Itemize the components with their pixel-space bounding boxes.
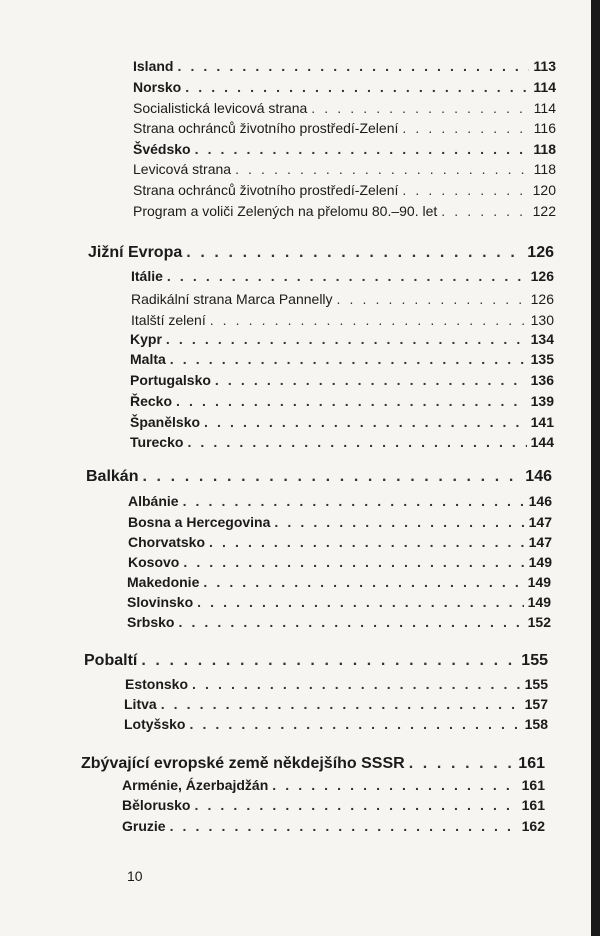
toc-entry-strana-ochrancu-norsko [133, 120, 556, 136]
toc-leader-dots [178, 614, 523, 630]
toc-entry-italsti-zeleni [131, 312, 554, 328]
toc-leader-dots [210, 312, 527, 328]
toc-leader-dots [402, 120, 529, 136]
toc-entry-title: Portugalsko [130, 372, 211, 388]
toc-entry-bosna-a-hercegovina [128, 514, 552, 530]
toc-entry-spanelsko [130, 414, 554, 430]
toc-entry-page: 161 [521, 777, 545, 793]
toc-leader-dots [186, 244, 523, 262]
toc-entry-page: 113 [533, 58, 556, 74]
toc-entry-estonsko [125, 676, 548, 692]
toc-leader-dots [274, 514, 524, 530]
toc-section-title: Jižní Evropa [88, 244, 183, 261]
toc-section-balkan [86, 468, 552, 486]
toc-section-page: 161 [518, 755, 545, 772]
toc-entry-levicova-strana [133, 161, 556, 177]
toc-entry-title: Kosovo [128, 554, 180, 570]
toc-entry-title: Litva [124, 696, 157, 712]
toc-section-page: 126 [527, 244, 554, 261]
toc-entry-armenie-azerbajdzan [122, 777, 545, 793]
toc-entry-title: Bělorusko [122, 797, 191, 813]
toc-entry-slovinsko [127, 594, 551, 610]
toc-entry-page: 155 [524, 676, 548, 692]
toc-leader-dots [187, 434, 526, 450]
toc-entry-title: Norsko [133, 79, 182, 95]
toc-entry-title: Lotyšsko [124, 716, 186, 732]
toc-leader-dots [209, 534, 525, 550]
toc-entry-malta [130, 351, 554, 367]
toc-entry-page: 144 [530, 434, 554, 450]
toc-entry-page: 130 [530, 312, 554, 328]
toc-entry-program-a-volici [133, 203, 556, 219]
toc-entry-radikalni-strana [131, 291, 554, 307]
toc-entry-title: Malta [130, 351, 166, 367]
toc-leader-dots [235, 161, 530, 177]
toc-leader-dots [215, 372, 527, 388]
toc-entry-title: Srbsko [127, 614, 175, 630]
toc-entry-page: 118 [533, 141, 556, 157]
toc-entry-title: Arménie, Ázerbajdžán [122, 777, 269, 793]
toc-entry-title: Strana ochránců životního prostředí-Zelení [133, 120, 399, 136]
toc-entry-turecko [130, 434, 554, 450]
toc-entry-title: Island [133, 58, 174, 74]
toc-entry-makedonie [127, 574, 551, 590]
toc-entry-albanie [128, 493, 552, 509]
toc-entry-norsko [133, 79, 556, 95]
toc-leader-dots [197, 594, 524, 610]
toc-entry-belorusko [122, 797, 545, 813]
toc-leader-dots [402, 182, 528, 198]
toc-entry-page: 116 [533, 120, 556, 136]
toc-entry-title: Estonsko [125, 676, 189, 692]
toc-entry-page: 152 [527, 614, 551, 630]
toc-entry-page: 120 [532, 182, 556, 198]
toc-leader-dots [272, 777, 517, 793]
toc-entry-page: 149 [528, 554, 552, 570]
toc-section-title: Zbývající evropské země někdejšího SSSR [81, 755, 405, 772]
toc-entry-page: 114 [533, 79, 556, 95]
toc-section-title: Pobaltí [84, 652, 138, 669]
toc-leader-dots [166, 331, 527, 347]
toc-leader-dots [204, 414, 527, 430]
toc-entry-page: 149 [527, 594, 551, 610]
toc-section-jizni-evropa [88, 244, 554, 262]
toc-entry-page: 136 [530, 372, 554, 388]
toc-leader-dots [167, 268, 527, 284]
toc-entry-srbsko [127, 614, 551, 630]
toc-entry-page: 141 [530, 414, 554, 430]
toc-leader-dots [185, 79, 529, 95]
toc-entry-socialisticka-levicova-strana [133, 100, 556, 116]
toc-entry-page: 157 [524, 696, 548, 712]
toc-entry-page: 135 [530, 351, 554, 367]
toc-leader-dots [194, 797, 517, 813]
toc-entry-title: Radikální strana Marca Pannelly [131, 291, 333, 307]
toc-entry-page: 118 [533, 161, 556, 177]
toc-leader-dots [337, 291, 527, 307]
toc-entry-litva [124, 696, 548, 712]
toc-entry-page: 162 [521, 818, 545, 834]
toc-entry-title: Švédsko [133, 141, 191, 157]
toc-entry-title: Gruzie [122, 818, 166, 834]
toc-section-title: Balkán [86, 468, 139, 485]
toc-entry-title: Turecko [130, 434, 184, 450]
toc-leader-dots [170, 818, 518, 834]
toc-entry-page: 158 [524, 716, 548, 732]
toc-entry-title: Itálie [131, 268, 163, 284]
toc-entry-title: Kypr [130, 331, 162, 347]
toc-leader-dots [311, 100, 529, 116]
toc-entry-title: Chorvatsko [128, 534, 206, 550]
toc-entry-kosovo [128, 554, 552, 570]
toc-leader-dots [161, 696, 521, 712]
toc-leader-dots [170, 351, 527, 367]
toc-entry-title: Makedonie [127, 574, 200, 590]
toc-leader-dots [192, 676, 521, 692]
toc-entry-page: 161 [521, 797, 545, 813]
toc-entry-page: 114 [533, 100, 556, 116]
toc-entry-title: Socialistická levicová strana [133, 100, 308, 116]
toc-section-page: 155 [521, 652, 548, 669]
toc-entry-recko [130, 393, 554, 409]
toc-entry-title: Italští zelení [131, 312, 206, 328]
toc-section-page: 146 [525, 468, 552, 485]
toc-entry-page: 134 [530, 331, 554, 347]
toc-entry-gruzie [122, 818, 545, 834]
toc-leader-dots [203, 574, 523, 590]
toc-leader-dots [195, 141, 530, 157]
toc-leader-dots [183, 554, 524, 570]
toc-leader-dots [141, 652, 517, 670]
toc-entry-page: 147 [528, 534, 552, 550]
toc-entry-kypr [130, 331, 554, 347]
toc-leader-dots [409, 755, 515, 773]
toc-entry-title: Slovinsko [127, 594, 194, 610]
toc-leader-dots [189, 716, 520, 732]
toc-entry-title: Bosna a Hercegovina [128, 514, 271, 530]
toc-entry-page: 146 [528, 493, 552, 509]
toc-entry-title: Španělsko [130, 414, 201, 430]
toc-section-pobalti [84, 652, 548, 670]
toc-entry-lotyssko [124, 716, 548, 732]
toc-leader-dots [142, 468, 521, 486]
toc-entry-title: Levicová strana [133, 161, 232, 177]
toc-entry-italie [131, 268, 554, 284]
toc-entry-title: Strana ochránců životního prostředí-Zelení [133, 182, 399, 198]
page-number: 10 [127, 868, 143, 884]
toc-leader-dots [441, 203, 528, 219]
toc-entry-page: 139 [530, 393, 554, 409]
toc-entry-portugalsko [130, 372, 554, 388]
toc-entry-title: Řecko [130, 393, 173, 409]
toc-leader-dots [183, 493, 525, 509]
toc-entry-title: Program a voliči Zelených na přelomu 80.–90. let [133, 203, 438, 219]
toc-entry-page: 147 [528, 514, 552, 530]
toc-entry-chorvatsko [128, 534, 552, 550]
toc-entry-page: 122 [532, 203, 556, 219]
toc-entry-page: 149 [527, 574, 551, 590]
toc-entry-island [133, 58, 556, 74]
toc-section-zbyvajici-zeme-sssr [81, 755, 545, 773]
toc-entry-title: Albánie [128, 493, 179, 509]
toc-entry-svedsko [133, 141, 556, 157]
toc-entry-strana-ochrancu-svedsko [133, 182, 556, 198]
toc-entry-page: 126 [530, 268, 554, 284]
toc-leader-dots [176, 393, 527, 409]
toc-leader-dots [177, 58, 529, 74]
toc-entry-page: 126 [530, 291, 554, 307]
